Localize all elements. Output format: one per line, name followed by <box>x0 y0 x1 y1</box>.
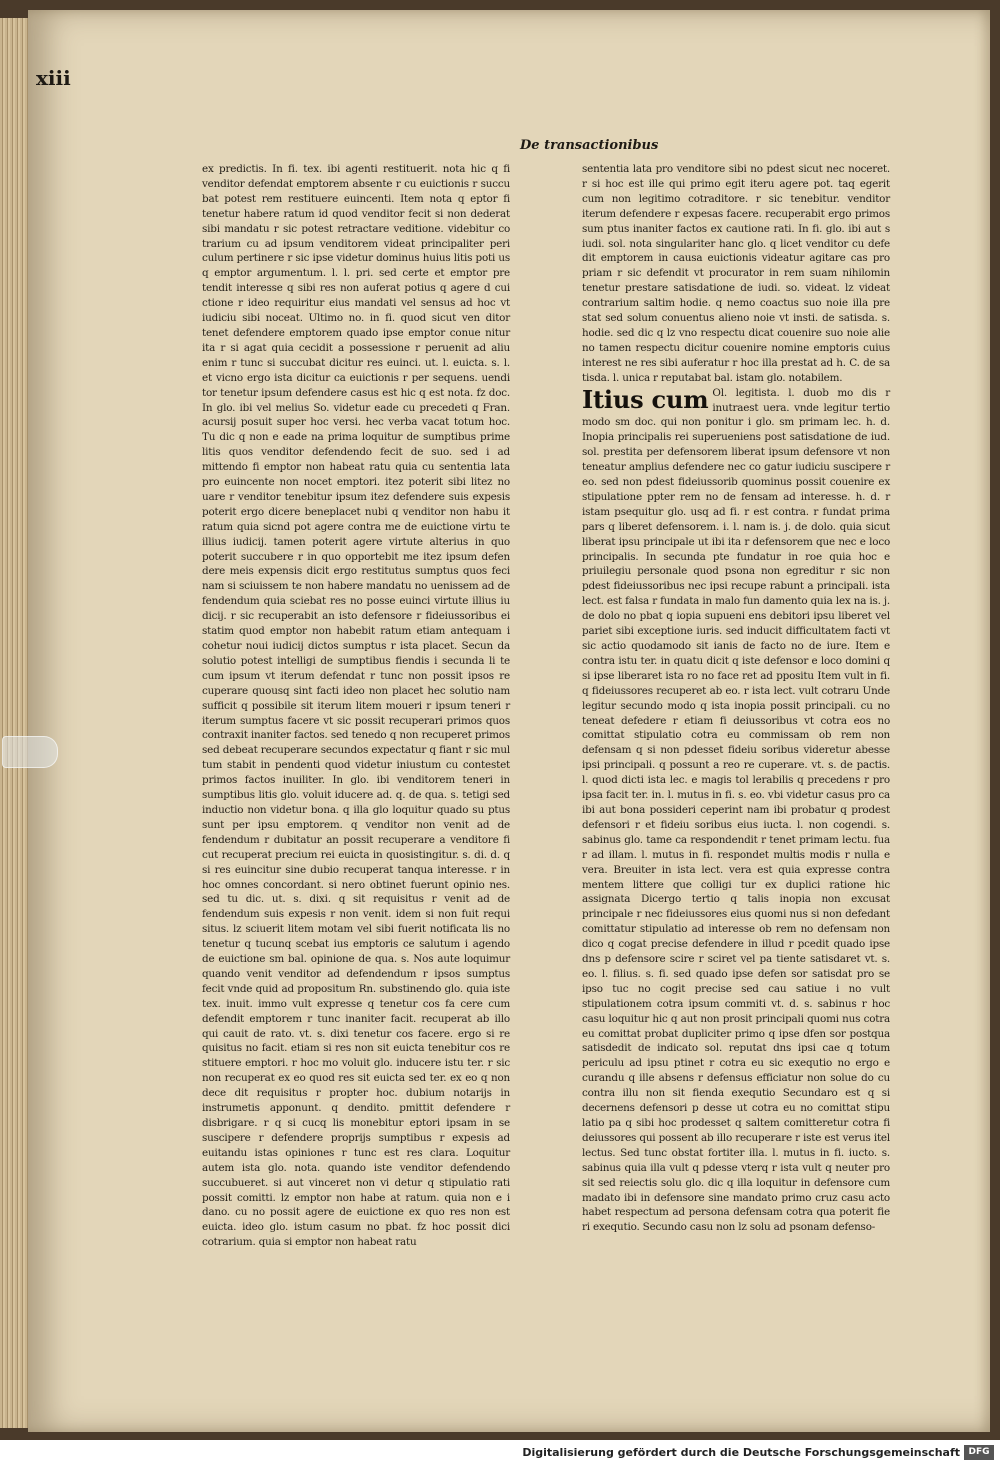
right-column-body-text: Ol. legitista. l. duob mo dis r inutraest uera. vnde legitur tertio modo sm doc. qui non ponitur i glo. sm primam lec. h. d. Inopia principalis rei superueniens post satisdatione de iud. sol. prestita per defensorem liberat ipsum defensore vt non teneatur amplius defendere nec co gatur iudiciu suscipere r eo. sed non pdest fideiussorib quominus possit couenire ex stipulatione ppter rem no de fensam ad interesse. h. d. r istam psequitur glo. usq ad fi. r est contra. r fundat prima pars q liberet defensorem. i. l. nam is. j. de dolo. quia sicut liberat ipsu principale ut ibi ita r defensorem que nec e loco principalis. In secunda pte fundatur in roe quia hoc e priuilegiu personale quod psona non egreditur r sic non pdest fideiussoribus nec ipsi recupe rabunt a principali. ista lect. est falsa r fundata in malo fun damento quia lex na is. j. de dolo no pbat q iopia supueni ens debitori ipsu liberet vel pariet sibi exceptione iuris. sed inducit difficultatem facti vt sic actio quodamodo sit ianis de facto no de iure. Item e contra istu ter. in quatu dicit q iste defensor e loco domini q si ipse liberaret ista ro no face ret ad ppositu Item vult in fi. q fideiussores recuperet ab eo. r ista lect. vult cotraru Unde legitur secundo modo q ista inopia possit principali. cu no teneat defedere r etiam fi deiussoribus vt cotra eos no comittat stipulatio cotra eu commissam ob rem non defensam q si non pdesset fideiu soribus videretur abesse ipsi principali. q possunt a reo re cuperare. vt. s. de pactis. l. quod dicti ista lec. e magis tol lerabilis q precedens r pro ipsa facit ter. in. l. mutus in fi. s. eo. vbi videtur casus pro ca ibi aut bona possideri ceperint nam ibi probatur q prodest defensori r et fideiu soribus eius iucta. l. non cogendi. s. sabinus glo. tame ca respondendit r tenet primam lectu. fua r ad illam. l. mutus in fi. respondet multis modis r nulla e vera. Breuiter in ista lect. vera est quia expresse contra mentem littere que colligi tur ex duplici ratione hic assignata Dicergo tertio q talis inopia non excusat principale r nec fideiussores eius quomi nus si non defedant comittatur stipulatio ad interesse ob rem no defensam non dico q cogat precise defendere in illud r pcedit quado ipse dns p defensore scire r sciret vel pa tiente satisdaret vt. s. eo. l. filius. s. fi. sed quado ipse defen sor satisdat pro se ipso tuc no cogit precise sed cau satiue i no vult stipulationem cotra ipsum commiti vt. d. s. sabinus r hoc casu loquitur hic q aut non prosit principali quomi nus cotra eu comittat probat dupliciter primo q ipse dfen sor postqua satisdedit de indicato sol. reputat dns ipsi cae q totum periculu ad ipsu ptinet r cotra eu sic exequtio no ergo e curandu q ille absens r defensus efficiatur non solue do cu contra illu non sit fienda exequtio Secundaro est q si decernens defensori p desse ut cotra eu no comittat stipu latio pa q sibi hoc prodesset q saltem comitteretur cotra fi deiussores qui possent ab illo recuperare r iste est verus itel lectus. Sed tunc obstat fortiter illa. l. mutus in fi. iucto. s. sabinus quia illa vult q pdesse vterq r ista vult q neuter pro sit sed reiectis solu glo. dic q illa loquitur in defensore cum madato ibi in defensore sine mandato primo cruz casu acto habet respectum ad persona defensam cotra qua poterit fie ri exequtio. Secundo casu non lz solu ad psonam defenso- <box>582 386 890 1234</box>
left-column <box>202 162 510 1249</box>
left-column-text: ex predictis. In fi. tex. ibi agenti restituerit. nota hic q fi venditor defendat emptorem absente r cu euictionis r succu bat potest rem restituere euincenti. Item nota q eptor fi tenetur habere ratum id quod venditor fecit si non dederat sibi mandatu r sic potest retractare veditione. videbitur co trarium cu ad ipsum venditorem videat principaliter peri culum pertinere r sic ipse videtur dominus huius litis poti us q emptor argumentum. l. l. pri. sed certe et emptor pre tendit interesse q sibi res non auferat potius q agere d cui ctione r ideo requiritur eius mandati vel sensus ad hoc vt iudiciu sibi noceat. Ultimo no. in fi. quod sicut ven ditor tenet defendere emptorem quado ipse emptor conue nitur ita r si agat quia cecidit a possessione r peruenit ad aliu enim r tunc si succubat dicitur res euinci. ut. l. euicta. s. l. et vicno ergo ista dicitur ca euictionis r per sequens. uendi tor tenetur ipsum defendere casus est hic q est nota. fz doc. In glo. ibi vel melius So. videtur eade cu precedeti q Fran. acursij posuit super hoc versi. hec verba vacat totum hoc. Tu dic q non e eade na prima loquitur de sumptibus prime litis quos venditor defendendo fecit de suo. sed i ad mittendo fi emptor non habeat ratu quia cu sententia lata pro euincente non nocet emptori. itez poterit sibi litez no uare r venditor tenebitur ipsum itez defendere suis expesis poterit ergo dicere beneplacet nubi q venditor non habu it ratum quia sicnd pot agere contra me de euictione virtu te illius iudicij. tamen poterit agere virtute alterius in quo poterit succubere r in quo opportebit me itez ipsum defen dere meis expensis dicit ergo restitutus sumptus quos feci nam si sciuissem te non habere mandatu no uenissem ad de fendendum quia sciebat res no posse euinci virtute illius iu dicij. r sic recuperabit an isto defensore r fideiussoribus ei statim quod emptor non habebit ratum etiam antequam i cohetur noui iudicij dictos sumptus r ista placet. Secun da solutio potest intelligi de sumptibus fiendis i secunda li te cum ipsum vt iterum defendat r tunc non possit ipsos re cuperare quousq sint facti ideo non placet hec solutio nam sufficit q possibile sit iterum litem moueri r ipsum teneri r iterum sumptus facere vt sic possit recuperari primos quos contraxit inaniter factos. sed tenedo q non recuperet primos sed debeat recuperare secundos expectatur q fiant r sic mul tum stabit in pendenti quod videtur iniustum cu contestet primos factos inuiliter. In glo. ibi venditorem teneri in sumptibus litis glo. voluit iducere ad. q. de qua. s. tetigi sed inductio non videtur bona. q illa glo loquitur quado su ptus sunt per ipsu emptorem. q venditor non venit ad de fendendum r dubitatur an possit recuperare a venditore fi cut recuperat precium rei euicta in quosistingitur. s. di. d. q si res euincitur sine dubio recuperat tanqua interesse. r in hoc omnes concordant. si nero obtinet fuerunt opinio nes. sed tu dic. ut. s. dixi. q sit requisitus r venit ad de fendendum suis expesis r non venit. idem si non fuit requi situs. lz sciuerit litem motam vel sibi fuerit notificata lis no tenetur q tucunq scebat ius emptoris ce salutum i agendo de euictione sm bal. opinione de qua. s. Nos aute loquimur quando venit venditor ad defendendum r ipsos sumptus fecit vnde quid ad propositum Rn. substinendo glo. quia iste tex. inuit. immo vult expresse q tenetur cos fa cere cum defendit emptorem r tunc inaniter facit. recuperat ab illo qui cauit de rato. vt. s. dixi tenetur cos facere. ergo si re quisitus no facit. etiam si res non sit euicta tenebitur cos re stituere emptori. r hoc mo voluit glo. inducere istu ter. r sic non recuperat ex eo quod res sit euicta sed ter. ex eo q non dece dit requisitus r propter hoc. dubium notarijs in instrumetis apponunt. q dendito. pmittit defendere r disbrigare. r q si cucq lis monebitur eptori ipsam in se suscipere r defendere proprijs sumptibus r expesis ad euitandu istas opiniones r tunc est res clara. Loquitur autem ista glo. nota. quando iste venditor defendendo succubueret. si aut vinceret non vi detur q stipulatio rati possit comitti. lz emptor non habe at ratum. quia non e i dano. cu no possit agere de euictione ex quo res non est euicta. ideo glo. istum casum no pbat. fz hoc possit dici cotrarium. quia si emptor non habeat ratu <box>202 163 510 1249</box>
section-initial: Itius cum <box>582 384 709 414</box>
right-column-section <box>582 386 890 1236</box>
page-clip <box>2 736 58 768</box>
right-column <box>582 162 890 1234</box>
right-column-top-text: sententia lata pro venditore sibi no pdest sicut nec noceret. r si hoc est ille qui primo egit iteru agere pot. taq egerit cum non legitimo cotraditore. r sic tenebitur. venditor iterum defendere r expesas facere. recuperabit ergo primos sum ptus inaniter factos ex cautione rati. In fi. glo. ibi aut s iudi. sol. nota singulariter hanc glo. q licet venditor cu defe dit emptorem in causa euictionis videatur agitare cas pro priam r sic defendit vt procurator in rem suam nihilomin tenetur prestare satisdatione de iudi. so. videat. lz videat contrarium saltim hodie. q nemo coactus suo noie illa pre stat sed solum conuentus alieno noie vt insti. de satisda. s. hodie. sed dic q lz vno respectu dicat couenire suo noie alie no tamen respectu dicitur couenire nomine emptoris cuius interest ne res sibi auferatur r hoc illa prestat ad h. C. de sa tisda. l. unica r reputabat bal. istam glo. notabilem. <box>582 163 890 384</box>
funding-credit: Digitalisierung gefördert durch die Deutsche Forschungsgemeinschaft <box>522 1446 960 1459</box>
digitization-footer <box>0 1440 1000 1466</box>
running-head: De transactionibus <box>520 138 659 153</box>
dfg-logo: DFG <box>964 1445 994 1460</box>
folio-number: xiii <box>36 66 71 90</box>
